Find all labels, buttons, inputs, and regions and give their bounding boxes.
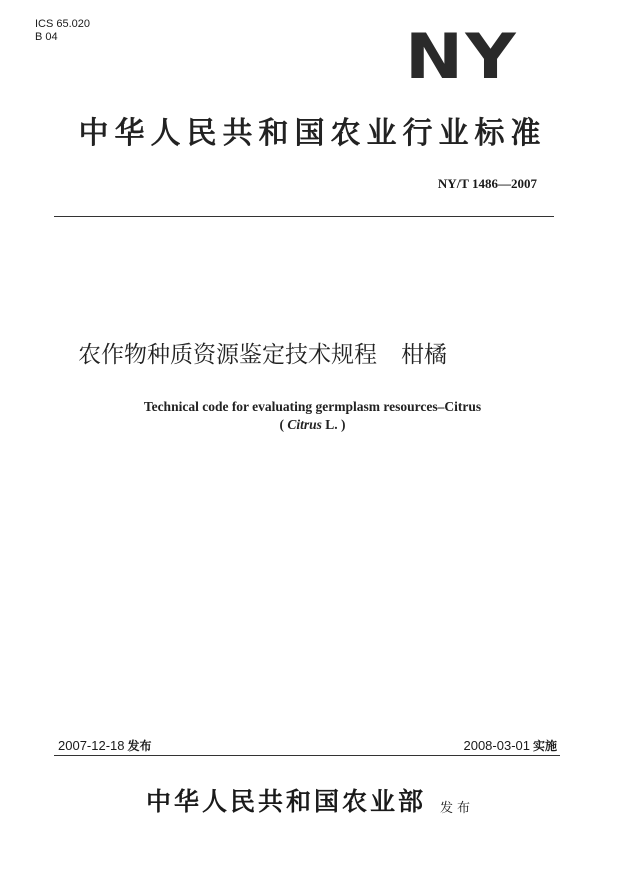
ics-code: ICS 65.020 bbox=[35, 18, 91, 30]
english-subtitle-rest: L. ) bbox=[321, 417, 346, 432]
issue-label: 发布 bbox=[127, 739, 152, 753]
chinese-title-crop: 柑橘 bbox=[401, 342, 447, 368]
classification-codes bbox=[35, 18, 90, 44]
english-subtitle-latin: Citrus bbox=[287, 417, 322, 432]
issue-date-block bbox=[58, 737, 152, 754]
english-subtitle-open: ( bbox=[279, 417, 288, 432]
ccs-code: B 04 bbox=[35, 31, 58, 43]
implement-date: 2008-03-01 bbox=[463, 738, 530, 753]
bottom-divider bbox=[54, 755, 560, 756]
issuer-name: 中华人民共和国农业部 bbox=[146, 787, 427, 816]
chinese-title-main: 农作物种质资源鉴定技术规程 bbox=[78, 342, 377, 368]
english-subtitle bbox=[0, 416, 625, 434]
issuer-action: 发布 bbox=[440, 801, 475, 816]
chinese-title bbox=[78, 340, 447, 370]
standard-category-title: 中华人民共和国农业行业标准 bbox=[78, 116, 547, 151]
issue-date: 2007-12-18 bbox=[58, 738, 125, 753]
ny-logo: NY bbox=[405, 20, 518, 93]
english-title: Technical code for evaluating germplasm resources–Citrus bbox=[143, 399, 482, 414]
implement-label: 实施 bbox=[532, 739, 557, 753]
implement-date-block bbox=[463, 737, 557, 754]
standard-number: NY/T 1486—2007 bbox=[437, 176, 537, 191]
top-divider bbox=[54, 216, 554, 217]
